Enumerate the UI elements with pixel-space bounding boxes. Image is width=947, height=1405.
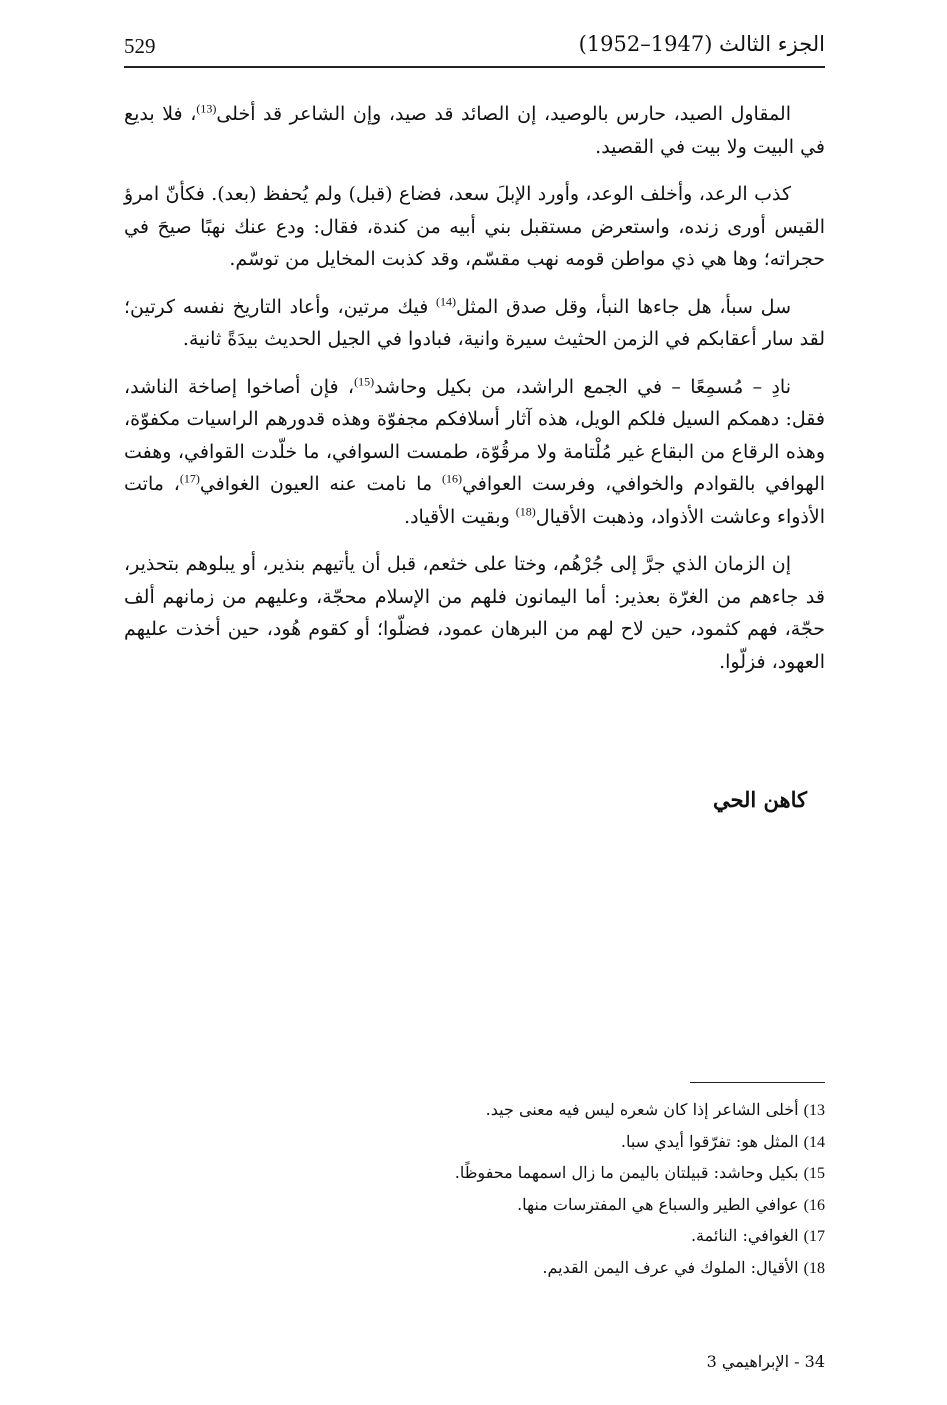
paragraph-text: ما نامت عنه العيون الغوافي: [199, 473, 442, 495]
footnotes: [124, 1095, 825, 1285]
footnote-reference: (18): [515, 504, 536, 519]
footnote-text: عوافي الطير والسباع هي المفترسات منها.: [517, 1194, 799, 1214]
footnote-reference: (16): [441, 471, 462, 486]
paragraph-text: كذب الرعد، وأخلف الوعد، وأورد الإبلَ سعد، فضاع (قبل) ولم يُحفظ (بعد). فكأنّ امرؤ القيس أورى زنده، واستعرض مستقبل بني أبيه من كندة، فقال: ودع عنك نهبًا صيحَ في حجراته؛ وها هي ذي مواطن قومه نهب مقسّم، وقد كذبت المخايل من توسّم.: [124, 183, 825, 270]
paragraph-text: المقاول الصيد، حارس بالوصيد، إن الصائد قد صيد، وإن الشاعر قد أخلى: [216, 103, 791, 125]
paragraph-text: وبقيت الأقياد.: [404, 505, 516, 528]
footnote-reference: (13): [196, 101, 217, 116]
footnote-text: الأقيال: الملوك في عرف اليمن القديم.: [542, 1257, 799, 1277]
footnote-item: [124, 1190, 825, 1222]
body-text: [124, 98, 825, 693]
author-signature: كاهن الحي: [712, 787, 807, 812]
page-number: 529: [124, 34, 156, 58]
footnote-number: 15): [803, 1165, 825, 1183]
paragraph: [124, 291, 825, 356]
paragraph: [124, 371, 825, 534]
page-header: [124, 30, 825, 68]
paragraph: [124, 548, 825, 678]
footnote-number: 16): [803, 1196, 825, 1214]
footnote-reference: (17): [179, 471, 200, 486]
footnote-item: [124, 1127, 825, 1159]
paragraph-text: فيك مرتين، وأعاد التاريخ نفسه كرتين؛ لقد سار أعقابكم في الزمن الحثيث سيرة وانية، فبادوا في الجيل الحديث بيدَةً ثانية.: [124, 295, 825, 350]
footnote-reference: (14): [436, 294, 457, 309]
footnote-number: 17): [803, 1228, 825, 1246]
running-title: الجزء الثالث (1947–1952): [578, 32, 825, 56]
footnote-item: [124, 1253, 825, 1285]
footnote-reference: (15): [354, 374, 375, 389]
footnote-number: 14): [803, 1133, 825, 1151]
footnote-number: 13): [803, 1102, 825, 1119]
footnote-text: المثل هو: تفرّقوا أيدي سبا.: [620, 1131, 799, 1151]
paragraph-text: إن الزمان الذي جرَّ إلى جُرْهُم، وختا على خثعم، قبل أن يأتيهم بنذير، أو يبلوهم بتحذير، قد جاءهم من الغرّة بعذير: أما اليمانون فلهم من الإسلام محجّة، وعليهم من زمانهم ألف حجّة، فهم كثمود، حين لاح لهم من البرهان عمود، فضلّوا؛ أو كقوم هُود، حين أخذت عليهم العهود، فزلّوا.: [124, 553, 825, 673]
footnote-text: الغوافي: النائمة.: [690, 1226, 799, 1246]
footnote-item: [124, 1221, 825, 1253]
paragraph-text: نادِ – مُسمِعًا – في الجمع الراشد، من بكيل وحاشد: [374, 375, 792, 398]
footnote-text: بكيل وحاشد: قبيلتان باليمن ما زال اسمهما محفوظًا.: [454, 1163, 799, 1183]
paragraph-text: سل سبأ، هل جاءها النبأ، وقل صدق المثل: [456, 295, 791, 318]
paragraph: [124, 98, 825, 163]
footnote-number: 18): [803, 1259, 825, 1277]
footnote-text: أخلى الشاعر إذا كان شعره ليس فيه معنى جيد.: [485, 1100, 799, 1119]
paragraph: [124, 178, 825, 276]
footnote-item: [124, 1158, 825, 1190]
paragraph-text: ، فلا بديع في البيت ولا بيت في القصيد.: [124, 103, 825, 158]
footnote-divider: [690, 1082, 825, 1083]
paragraph-text: ، ماتت الأذواء وعاشت الأذواد، وذهبت الأقيال: [124, 473, 825, 528]
paragraph-text: ، فإن أصاخوا إصاخة الناشد، فقل: دهمكم السيل فلكم الويل، هذه آثار أسلافكم مجفوّة وهذه قدورهم الراسيات مكفوّة، وهذه الرقاع من البقاع غير مُلْتامة ولا مرقُوّة، طمست السوافي، ما خلّدت القوافي، وهفت الهوافي بالقوادم والخوافي، وفرست العوافي: [124, 375, 825, 495]
printer-signature-mark: 34 - الإبراهيمي 3: [706, 1352, 825, 1371]
footnote-item: [124, 1095, 825, 1127]
